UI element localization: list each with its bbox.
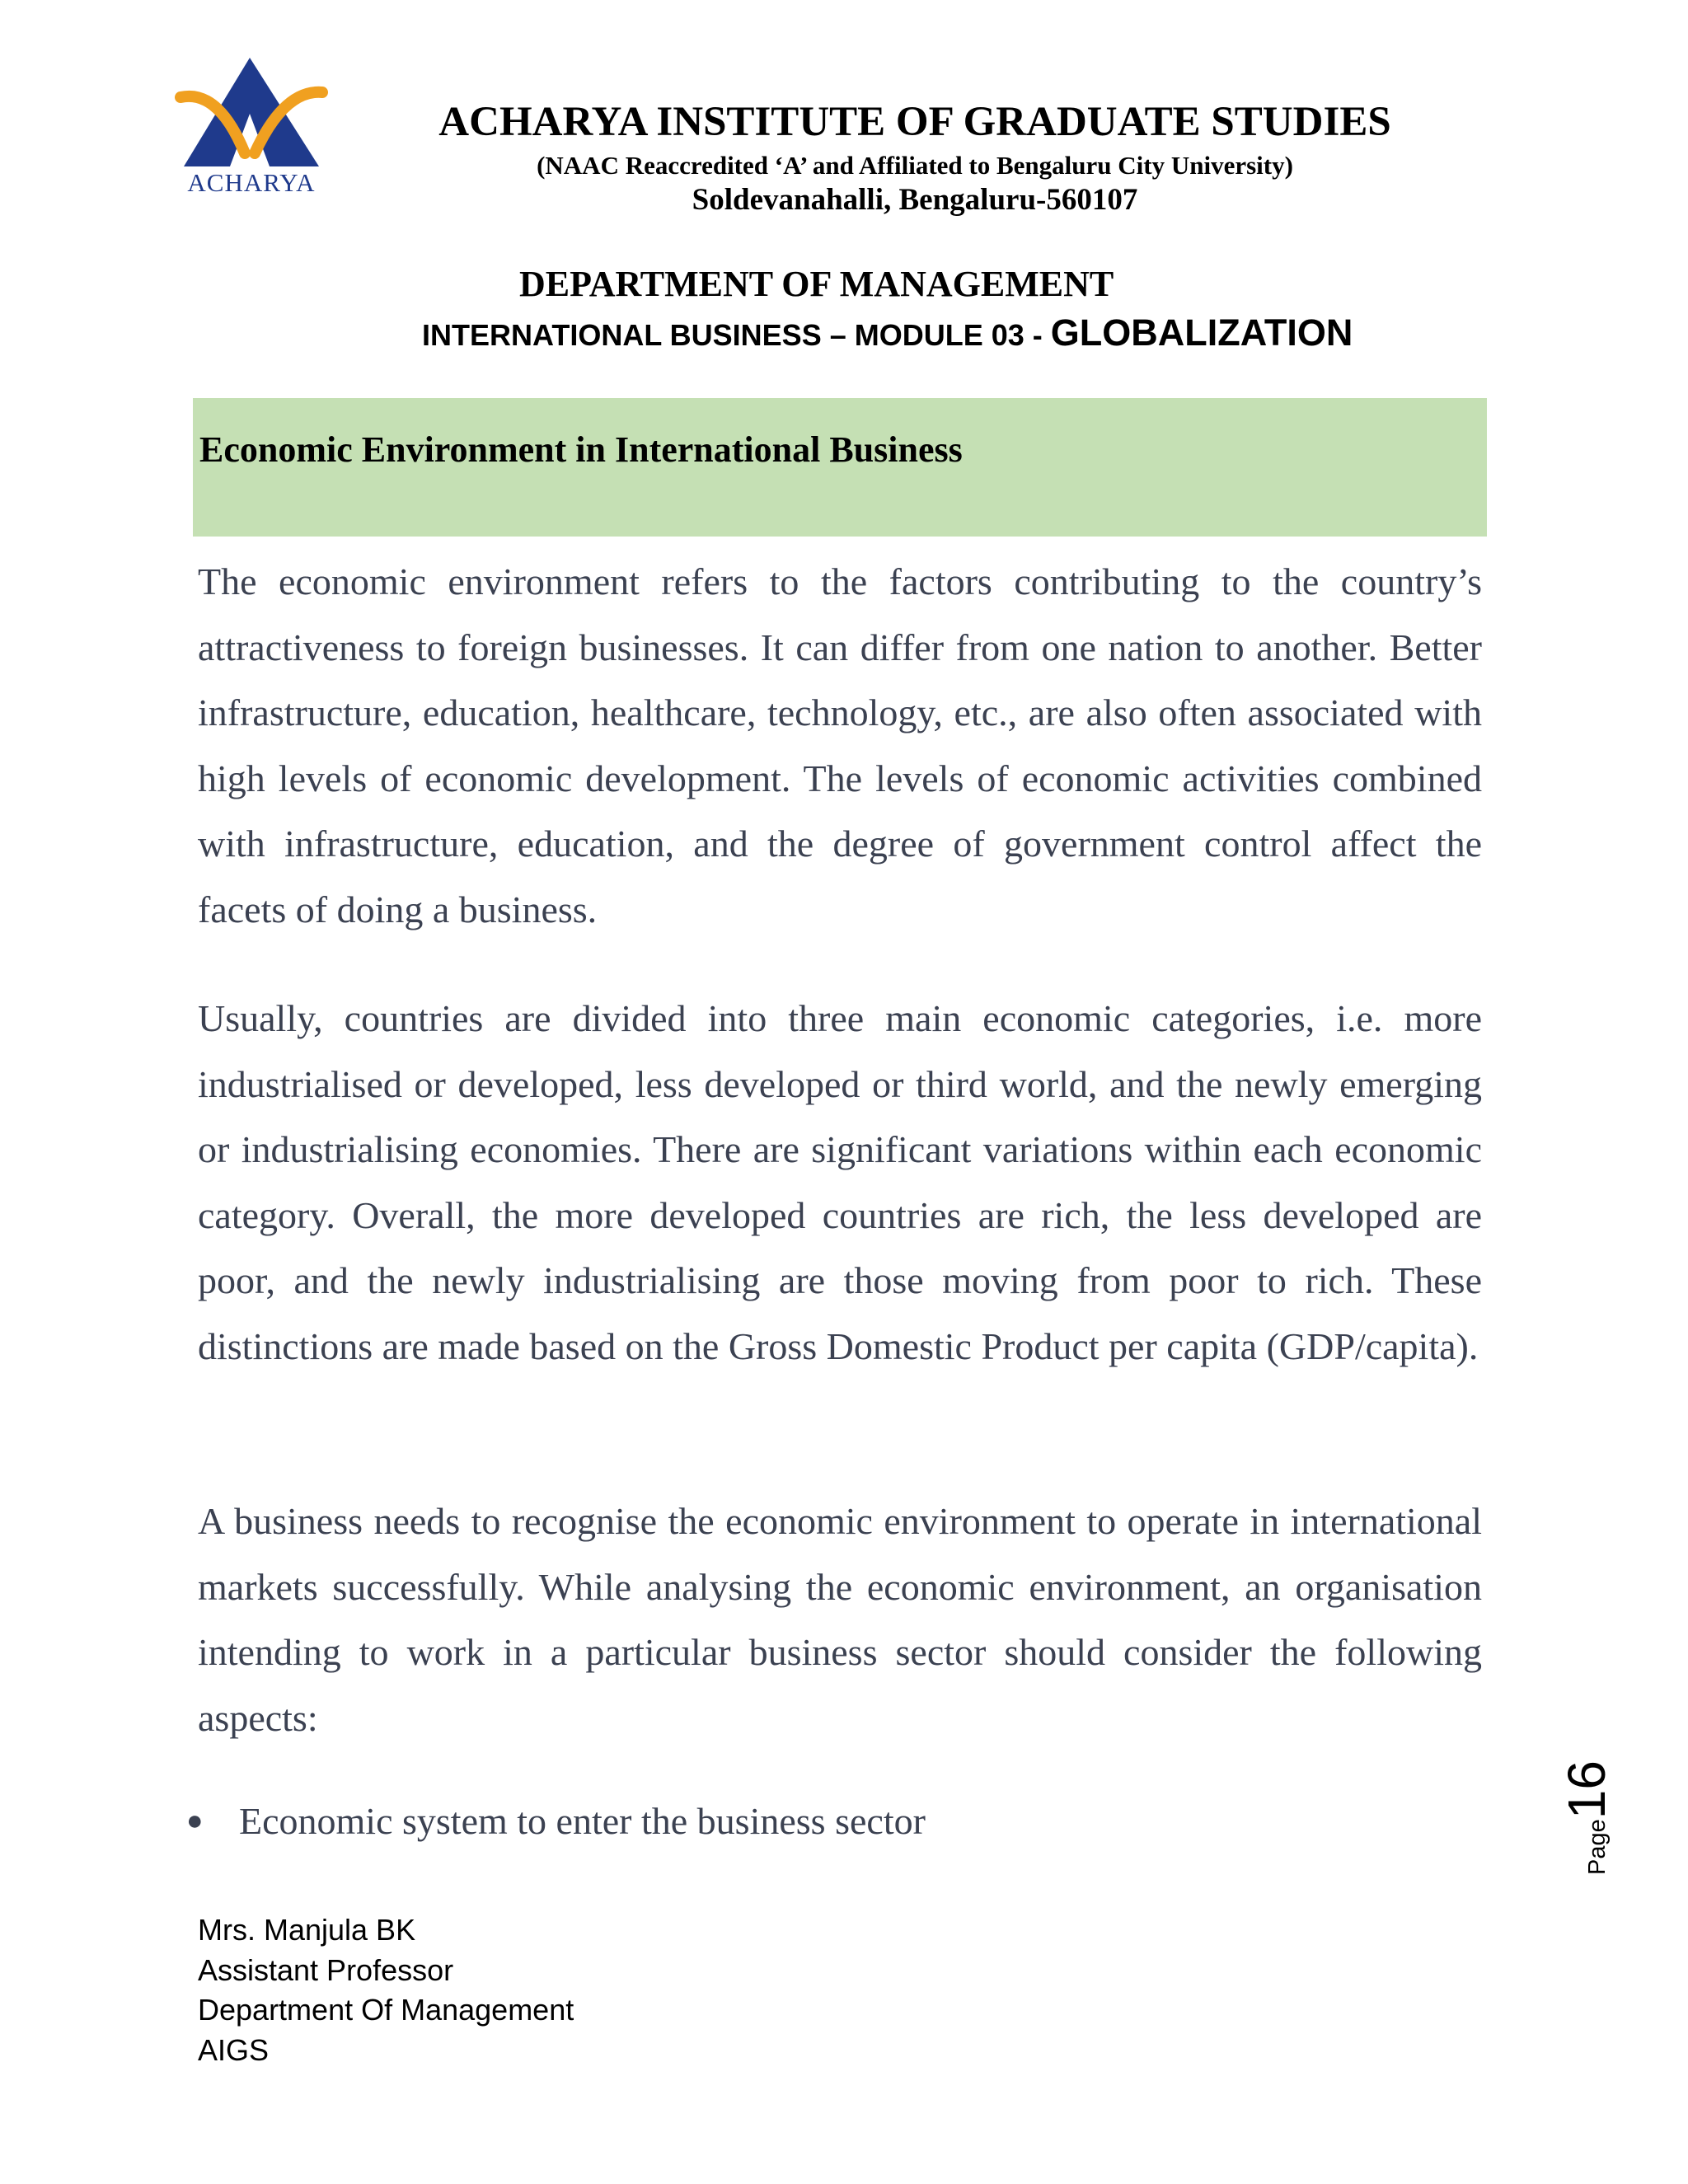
page-label: Page <box>1584 1819 1611 1875</box>
author-footer <box>198 1910 574 2070</box>
section-heading-box <box>193 398 1487 537</box>
bullet-item <box>186 1788 926 1854</box>
accreditation-line: (NAAC Reaccredited ‘A’ and Affiliated to Bengaluru City University) <box>537 151 1293 180</box>
logo-emblem-icon <box>169 56 334 171</box>
department-title: DEPARTMENT OF MANAGEMENT <box>519 264 1114 304</box>
paragraph-1: The economic environment refers to the factors contributing to the country’s attractiveness to foreign businesses. It can differ from one nation to another. Better infrastructure, education, healthcare, technology, etc., are also often associated with high levels of economic development. The levels of economic activities combined with infrastructure, education, and the degree of government control affect the facets of doing a business. <box>198 560 1482 930</box>
author-institution: AIGS <box>198 2032 270 2067</box>
paragraph-2: Usually, countries are divided into three main economic categories, i.e. more industrialised or developed, less developed or third world, and the newly emerging or industrialising economies. There are significant variations within each economic category. Overall, the more developed countries are rich, the less developed are poor, and the newly industrialising are those moving from poor to rich. These distinctions are made based on the Gross Domestic Product per capita (GDP/capita). <box>198 997 1482 1367</box>
institute-name: ACHARYA INSTITUTE OF GRADUATE STUDIES <box>438 99 1391 145</box>
institute-logo <box>169 56 334 204</box>
module-title <box>422 310 1353 359</box>
module-prefix: INTERNATIONAL BUSINESS – MODULE 03 - <box>422 318 1051 352</box>
module-topic: GLOBALIZATION <box>1050 312 1353 354</box>
page-number-rotated <box>1556 1760 1617 1875</box>
author-name: Mrs. Manjula BK <box>198 1913 416 1947</box>
institute-address: Soldevanahalli, Bengaluru-560107 <box>692 183 1138 217</box>
page-number <box>1556 1751 1614 1875</box>
paragraph-3: A business needs to recognise the economic environment to operate in international markets successfully. While analysing the economic environment, an organisation intending to work in a particular business sector should consider the following aspects: <box>198 1500 1482 1739</box>
author-title: Assistant Professor <box>198 1952 454 1987</box>
author-department: Department Of Management <box>198 1993 574 2027</box>
bullet-text: Economic system to enter the business sector <box>239 1800 926 1842</box>
page-number-value: 16 <box>1557 1760 1616 1820</box>
logo-text: ACHARYA <box>187 168 316 197</box>
section-heading: Economic Environment in International Business <box>199 429 963 470</box>
bullet-dot-icon: ● <box>186 1806 204 1836</box>
